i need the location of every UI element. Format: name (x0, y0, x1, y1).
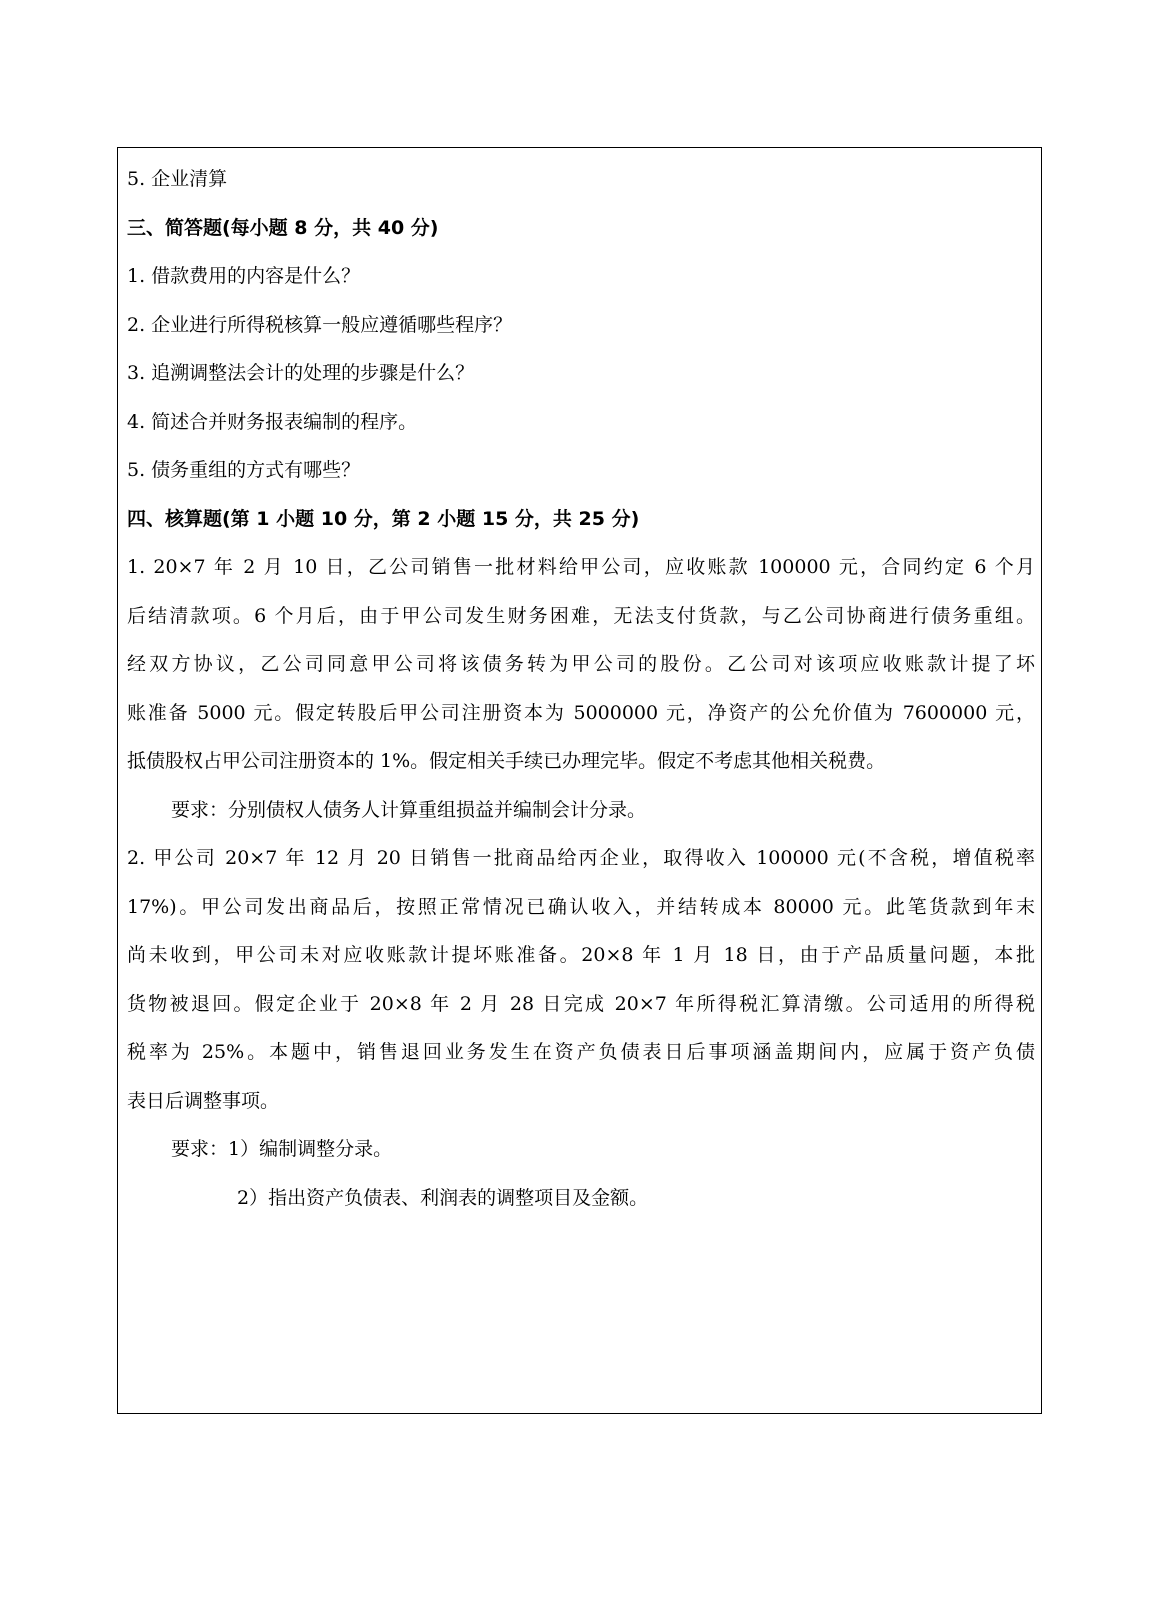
problem-2-line: 尚未收到，甲公司未对应收账款计提坏账准备。20×8 年 1 月 18 日，由于产品质量问题，本批 (127, 944, 1035, 966)
section-three-heading: 三、简答题(每小题 8 分，共 40 分) (127, 216, 439, 239)
problem-1-line: 经双方协议，乙公司同意甲公司将该债务转为甲公司的股份。乙公司对该项应收账款计提了坏 (127, 653, 1035, 675)
problem-1-line: 抵债股权占甲公司注册资本的 1%。假定相关手续已办理完毕。假定不考虑其他相关税费。 (127, 750, 886, 772)
problem-2-line: 货物被退回。假定企业于 20×8 年 2 月 28 日完成 20×7 年所得税汇算清缴。公司适用的所得税 (127, 992, 1035, 1015)
problem-1-line: 后结清款项。6 个月后，由于甲公司发生财务困难，无法支付货款，与乙公司协商进行债务重组。 (127, 604, 1035, 627)
problem-2-line: 表日后调整事项。 (127, 1089, 280, 1112)
exam-content (127, 155, 1035, 1222)
problem-1-line: 账准备 5000 元。假定转股后甲公司注册资本为 5000000 元，净资产的公允价值为 7600000 元， (127, 701, 1035, 724)
problem-2-line: 税率为 25%。本题中，销售退回业务发生在资产负债表日后事项涵盖期间内，应属于资产负债 (127, 1041, 1035, 1063)
short-answer-question-3: 3. 追溯调整法会计的处理的步骤是什么？ (127, 362, 475, 384)
short-answer-question-4: 4. 简述合并财务报表编制的程序。 (127, 410, 418, 433)
problem-2-line: 2. 甲公司 20×7 年 12 月 20 日销售一批商品给丙企业，取得收入 100000 元(不含税，增值税率 (127, 847, 1035, 869)
short-answer-question-2: 2. 企业进行所得税核算一般应遵循哪些程序？ (127, 313, 513, 336)
section-two-item-5: 5. 企业清算 (127, 168, 228, 190)
problem-2-requirement-2: 2）指出资产负债表、利润表的调整项目及金额。 (237, 1186, 649, 1209)
section-four-heading: 四、核算题(第 1 小题 10 分，第 2 小题 15 分，共 25 分) (127, 507, 640, 530)
short-answer-question-1: 1. 借款费用的内容是什么？ (127, 265, 361, 287)
problem-2-line: 17%)。甲公司发出商品后，按照正常情况已确认收入，并结转成本 80000 元。此笔货款到年末 (127, 895, 1035, 918)
problem-1-requirement: 要求：分别债权人债务人计算重组损益并编制会计分录。 (171, 798, 647, 821)
problem-1-line: 1. 20×7 年 2 月 10 日，乙公司销售一批材料给甲公司，应收账款 100000 元，合同约定 6 个月 (127, 556, 1035, 578)
problem-2-requirement-1: 要求：1）编制调整分录。 (171, 1138, 393, 1160)
short-answer-question-5: 5. 债务重组的方式有哪些？ (127, 459, 361, 481)
